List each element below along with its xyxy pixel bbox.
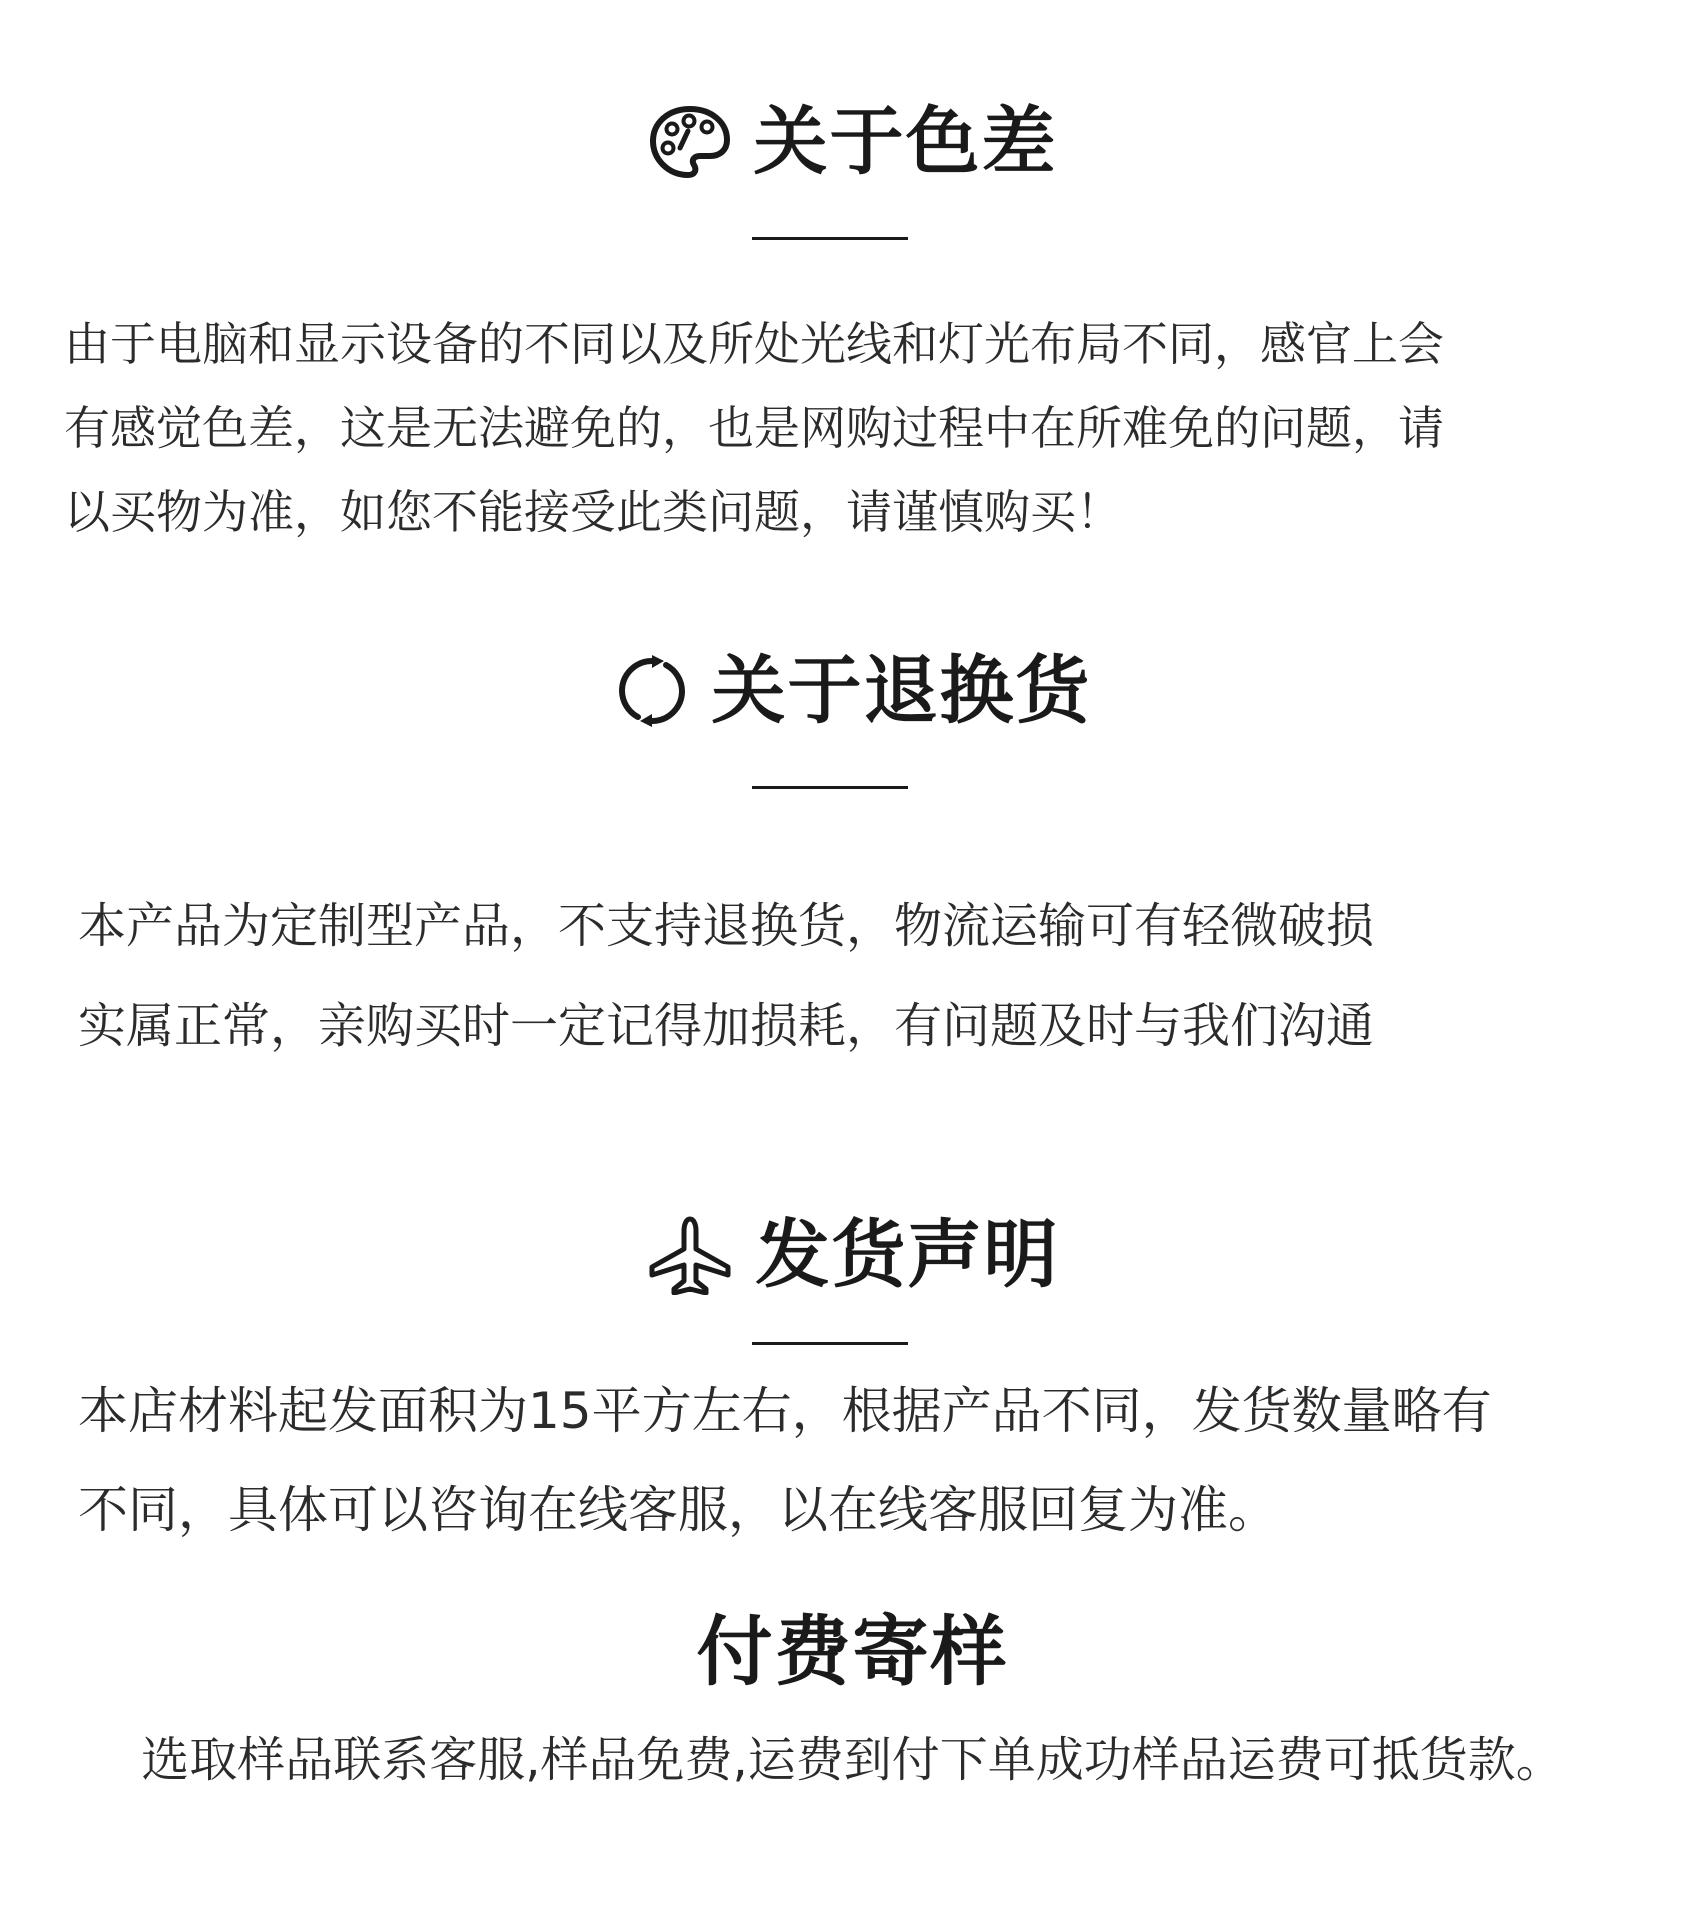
paragraph-line: 实属正常，亲购买时一定记得加损耗，有问题及时与我们沟通 xyxy=(78,998,1375,1054)
returns-paragraph xyxy=(78,876,1374,1076)
section-divider xyxy=(752,786,908,789)
section-title: 付费寄样 xyxy=(696,1607,1009,1696)
section-divider xyxy=(752,237,908,240)
paragraph-line: 有感觉色差，这是无法避免的，也是网购过程中在所难免的问题，请 xyxy=(64,401,1444,455)
paragraph-line: 本产品为定制型产品，不支持退换货，物流运输可有轻微破损 xyxy=(78,898,1375,954)
palette-icon xyxy=(648,104,732,180)
section-heading-returns xyxy=(0,648,1705,734)
refresh-icon xyxy=(614,653,690,729)
section-heading-color-difference xyxy=(0,99,1705,185)
paragraph-line: 以买物为准，如您不能接受此类问题，请谨慎购买！ xyxy=(64,485,1122,539)
paragraph-line: 选取样品联系客服,样品免费,运费到付下单成功样品运费可抵货款。 xyxy=(141,1732,1564,1788)
paragraph-line: 由于电脑和显示设备的不同以及所处光线和灯光布局不同，感官上会 xyxy=(64,317,1444,371)
section-title: 关于退换货 xyxy=(711,648,1092,734)
paragraph-line: 不同，具体可以咨询在线客服，以在线客服回复为准。 xyxy=(78,1481,1278,1539)
section-title: 发货声明 xyxy=(755,1212,1060,1298)
shipping-paragraph xyxy=(78,1362,1492,1560)
color-difference-paragraph xyxy=(64,302,1444,554)
paragraph-line: 本店材料起发面积为15平方左右，根据产品不同，发货数量略有 xyxy=(78,1382,1492,1440)
section-heading-shipping xyxy=(0,1212,1705,1298)
section-heading-paid-samples xyxy=(0,1607,1705,1696)
airplane-icon xyxy=(646,1215,734,1295)
section-title: 关于色差 xyxy=(753,99,1058,185)
paid-samples-paragraph xyxy=(0,1720,1705,1800)
section-divider xyxy=(752,1342,908,1345)
